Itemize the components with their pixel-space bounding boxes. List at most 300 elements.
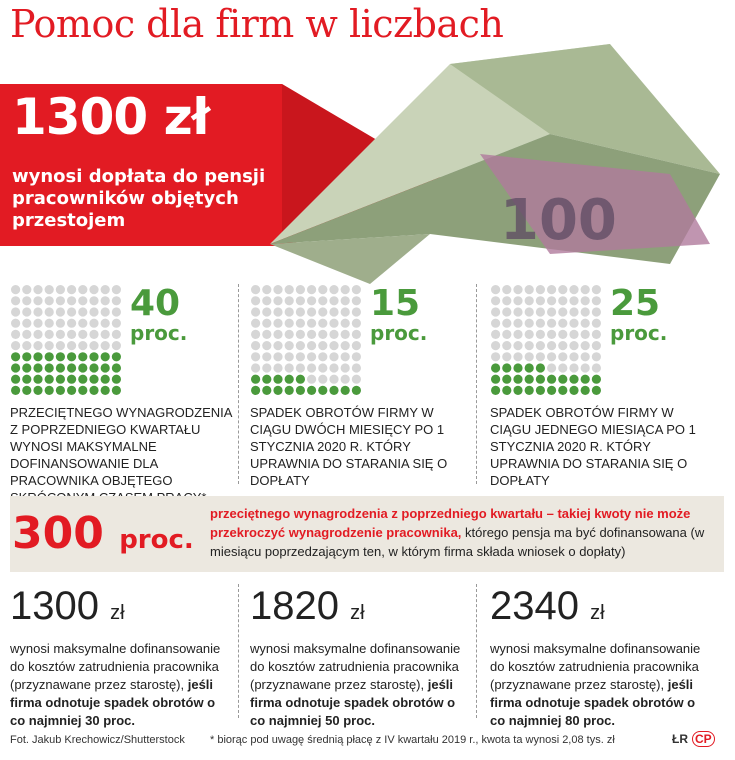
dot-filled (22, 386, 31, 395)
dot-empty (273, 307, 282, 316)
band-value (12, 508, 194, 559)
dot-filled (285, 375, 294, 384)
dot-empty (513, 341, 522, 350)
page-title: Pomoc dla firm w liczbach (10, 2, 504, 46)
dot-empty (89, 319, 98, 328)
dot-filled (547, 386, 556, 395)
amount-1 (10, 584, 125, 629)
dot-empty (525, 296, 534, 305)
dot-empty (273, 352, 282, 361)
dot-empty (78, 330, 87, 339)
dot-filled (112, 352, 121, 361)
dot-empty (352, 363, 361, 372)
dot-empty (112, 330, 121, 339)
dot-filled (491, 386, 500, 395)
dot-empty (513, 330, 522, 339)
stat-2-percent (370, 283, 428, 345)
dot-empty (581, 341, 590, 350)
dot-filled (592, 386, 601, 395)
dot-empty (101, 307, 110, 316)
dot-filled (89, 386, 98, 395)
dot-empty (592, 341, 601, 350)
dot-empty (491, 319, 500, 328)
dot-empty (11, 341, 20, 350)
dot-empty (67, 285, 76, 294)
dot-filled (45, 386, 54, 395)
dot-empty (558, 352, 567, 361)
dot-empty (547, 352, 556, 361)
dot-empty (262, 307, 271, 316)
dot-empty (329, 319, 338, 328)
dot-empty (307, 296, 316, 305)
banknote-plane-image (250, 44, 730, 294)
amount-3-text: wynosi maksymalne dofinansowanie do kosztów zatrudnienia pracownika (przyznawane przez starostę), (490, 641, 701, 692)
dot-empty (45, 307, 54, 316)
dot-empty (22, 307, 31, 316)
dot-empty (56, 330, 65, 339)
dot-empty (33, 285, 42, 294)
dot-empty (547, 285, 556, 294)
dot-empty (592, 330, 601, 339)
amount-2-unit: zł (350, 602, 365, 624)
dot-filled (296, 375, 305, 384)
dot-empty (56, 341, 65, 350)
amount-2-description (250, 640, 470, 730)
dot-empty (491, 341, 500, 350)
dot-filled (45, 375, 54, 384)
dot-filled (273, 386, 282, 395)
dot-empty (285, 296, 294, 305)
dot-empty (513, 285, 522, 294)
dot-empty (491, 296, 500, 305)
photo-credit: Fot. Jakub Krechowicz/Shutterstock (10, 734, 185, 746)
dot-empty (307, 341, 316, 350)
dot-empty (569, 285, 578, 294)
divider (238, 284, 239, 484)
dot-empty (78, 307, 87, 316)
dot-empty (547, 307, 556, 316)
dot-empty (569, 363, 578, 372)
dot-filled (569, 386, 578, 395)
dot-empty (22, 330, 31, 339)
dot-empty (67, 330, 76, 339)
dot-filled (262, 375, 271, 384)
dot-empty (273, 319, 282, 328)
dot-empty (56, 296, 65, 305)
dot-empty (547, 296, 556, 305)
dot-empty (569, 330, 578, 339)
dot-empty (56, 307, 65, 316)
dot-empty (262, 363, 271, 372)
amount-2 (250, 584, 365, 629)
dot-empty (581, 330, 590, 339)
dot-empty (525, 319, 534, 328)
dot-empty (112, 341, 121, 350)
dot-empty (101, 296, 110, 305)
dot-filled (67, 363, 76, 372)
dot-filled (502, 386, 511, 395)
dot-empty (251, 341, 260, 350)
dot-empty (33, 296, 42, 305)
dot-empty (592, 352, 601, 361)
hero-amount: 1300 zł (12, 88, 210, 146)
dot-filled (11, 352, 20, 361)
dot-empty (285, 330, 294, 339)
dot-empty (318, 341, 327, 350)
dot-grid-stat-3 (490, 284, 602, 396)
dot-empty (352, 352, 361, 361)
dot-empty (273, 341, 282, 350)
amount-3-description (490, 640, 710, 730)
dot-empty (273, 285, 282, 294)
dot-empty (569, 307, 578, 316)
amount-2-condition: jeśli firma odnotuje spadek obrotów o co najmniej 50 proc. (250, 677, 456, 728)
dot-empty (307, 375, 316, 384)
dot-filled (296, 386, 305, 395)
dot-empty (296, 319, 305, 328)
dot-empty (558, 296, 567, 305)
dot-empty (101, 341, 110, 350)
dot-filled (67, 386, 76, 395)
dot-empty (89, 330, 98, 339)
dot-filled (536, 363, 545, 372)
dot-empty (296, 296, 305, 305)
dot-empty (569, 319, 578, 328)
dot-empty (581, 352, 590, 361)
dot-filled (525, 386, 534, 395)
dot-empty (352, 341, 361, 350)
divider (476, 284, 477, 484)
dot-filled (56, 352, 65, 361)
dot-empty (558, 341, 567, 350)
dot-empty (502, 330, 511, 339)
divider (238, 584, 239, 718)
dot-empty (491, 307, 500, 316)
dot-filled (536, 375, 545, 384)
dot-empty (536, 330, 545, 339)
dot-empty (581, 296, 590, 305)
dot-empty (318, 285, 327, 294)
amount-2-value: 1820 (250, 584, 339, 628)
dot-empty (89, 341, 98, 350)
footnote: * biorąc pod uwagę średnią płacę z IV kwartału 2019 r., kwota ta wynosi 2,08 tys. zł (210, 734, 615, 746)
dot-empty (56, 285, 65, 294)
dot-grid-stat-2 (250, 284, 362, 396)
dot-empty (341, 375, 350, 384)
dot-empty (536, 285, 545, 294)
dot-grid-stat-1 (10, 284, 122, 396)
dot-filled (78, 386, 87, 395)
dot-empty (536, 307, 545, 316)
dot-empty (513, 352, 522, 361)
dot-empty (547, 363, 556, 372)
stat-2-description: SPADEK OBROTÓW FIRMY W CIĄGU DWÓCH MIESIĘCY PO 1 STYCZNIA 2020 R. KTÓRY UPRAWNIA DO STARANIA SIĘ O DOPŁATY (250, 405, 448, 488)
stat-2-value: 15 (370, 283, 421, 324)
dot-empty (22, 319, 31, 328)
dot-filled (513, 363, 522, 372)
dot-empty (341, 285, 350, 294)
logo-icon: CP (692, 731, 715, 747)
dot-empty (502, 296, 511, 305)
amount-1-unit: zł (110, 602, 125, 624)
dot-filled (33, 386, 42, 395)
dot-empty (67, 319, 76, 328)
dot-empty (525, 307, 534, 316)
dot-empty (251, 285, 260, 294)
dot-empty (569, 296, 578, 305)
dot-empty (78, 341, 87, 350)
dot-empty (273, 330, 282, 339)
dot-empty (112, 296, 121, 305)
dot-empty (11, 307, 20, 316)
dot-empty (329, 296, 338, 305)
dot-empty (491, 285, 500, 294)
dot-filled (318, 386, 327, 395)
dot-empty (547, 330, 556, 339)
dot-empty (558, 285, 567, 294)
dot-empty (101, 285, 110, 294)
dot-filled (112, 363, 121, 372)
dot-filled (56, 375, 65, 384)
stat-1-description: PRZECIĘTNEGO WYNAGRODZENIA Z POPRZEDNIEGO KWARTAŁU WYNOSI MAKSYMALNE DOFINANSOWANIE DLA PRACOWNIKA OBJĘTEGO (10, 405, 232, 488)
dot-filled (558, 375, 567, 384)
dot-empty (525, 352, 534, 361)
dot-empty (536, 352, 545, 361)
dot-empty (296, 285, 305, 294)
dot-empty (352, 330, 361, 339)
dot-filled (491, 375, 500, 384)
amount-1-condition: jeśli firma odnotuje spadek obrotów o co najmniej 30 proc. (10, 677, 216, 728)
dot-empty (112, 307, 121, 316)
dot-empty (33, 330, 42, 339)
hero-description: wynosi dopłata do pensji pracowników objętych przestojem (12, 166, 266, 231)
dot-empty (318, 375, 327, 384)
stat-3-percent (610, 283, 668, 345)
dot-empty (262, 352, 271, 361)
dot-empty (502, 319, 511, 328)
dot-empty (341, 363, 350, 372)
dot-empty (262, 296, 271, 305)
dot-empty (558, 307, 567, 316)
amount-3 (490, 584, 605, 629)
dot-empty (329, 307, 338, 316)
dot-empty (352, 319, 361, 328)
stat-3-unit: proc. (610, 321, 668, 345)
dot-empty (251, 330, 260, 339)
dot-filled (45, 363, 54, 372)
stat-1-percent (130, 283, 188, 345)
stat-3-value: 25 (610, 283, 661, 324)
dot-empty (22, 296, 31, 305)
publisher-logo (672, 732, 715, 746)
dot-filled (33, 363, 42, 372)
dot-empty (296, 363, 305, 372)
dot-filled (285, 386, 294, 395)
dot-empty (329, 285, 338, 294)
dot-empty (89, 296, 98, 305)
dot-empty (112, 285, 121, 294)
dot-empty (296, 330, 305, 339)
dot-filled (101, 386, 110, 395)
stat-1-value: 40 (130, 283, 181, 324)
amount-1-value: 1300 (10, 584, 99, 628)
dot-empty (341, 307, 350, 316)
dot-filled (547, 375, 556, 384)
dot-filled (273, 375, 282, 384)
dot-empty (341, 341, 350, 350)
dot-filled (592, 375, 601, 384)
dot-empty (67, 296, 76, 305)
dot-filled (11, 375, 20, 384)
dot-empty (285, 285, 294, 294)
dot-empty (341, 296, 350, 305)
amount-3-unit: zł (590, 602, 605, 624)
dot-filled (56, 386, 65, 395)
dot-filled (569, 375, 578, 384)
dot-filled (11, 386, 20, 395)
dot-filled (536, 386, 545, 395)
dot-empty (558, 319, 567, 328)
dot-empty (45, 296, 54, 305)
svg-text:100: 100 (500, 188, 617, 253)
dot-filled (329, 386, 338, 395)
dot-empty (33, 319, 42, 328)
dot-filled (89, 375, 98, 384)
dot-filled (101, 375, 110, 384)
dot-empty (285, 352, 294, 361)
dot-filled (491, 363, 500, 372)
band-description (210, 504, 720, 561)
dot-empty (329, 330, 338, 339)
dot-empty (251, 307, 260, 316)
dot-empty (56, 319, 65, 328)
dot-empty (307, 285, 316, 294)
dot-empty (45, 330, 54, 339)
dot-empty (558, 363, 567, 372)
dot-empty (329, 363, 338, 372)
dot-empty (78, 319, 87, 328)
dot-empty (262, 285, 271, 294)
dot-empty (513, 307, 522, 316)
dot-empty (502, 285, 511, 294)
dot-empty (547, 319, 556, 328)
dot-empty (569, 341, 578, 350)
dot-empty (33, 341, 42, 350)
dot-filled (352, 386, 361, 395)
dot-empty (536, 341, 545, 350)
stat-2-unit: proc. (370, 321, 428, 345)
amount-1-description (10, 640, 230, 730)
dot-filled (581, 386, 590, 395)
stat-3-description: SPADEK OBROTÓW FIRMY W CIĄGU JEDNEGO MIESIĄCA PO 1 STYCZNIA 2020 R. KTÓRY UPRAWNIA DO STARANIA SIĘ O DOPŁATY (490, 405, 696, 488)
dot-empty (491, 330, 500, 339)
dot-filled (502, 363, 511, 372)
dot-empty (11, 296, 20, 305)
dot-empty (307, 352, 316, 361)
dot-empty (329, 341, 338, 350)
dot-empty (536, 319, 545, 328)
dot-filled (22, 375, 31, 384)
dot-empty (318, 307, 327, 316)
dot-empty (491, 352, 500, 361)
dot-empty (251, 363, 260, 372)
dot-filled (56, 363, 65, 372)
dot-filled (78, 363, 87, 372)
dot-empty (67, 307, 76, 316)
dot-filled (341, 386, 350, 395)
dot-empty (341, 352, 350, 361)
dot-empty (285, 341, 294, 350)
dot-filled (89, 363, 98, 372)
dot-empty (296, 341, 305, 350)
dot-empty (296, 307, 305, 316)
dot-empty (581, 307, 590, 316)
dot-filled (45, 352, 54, 361)
dot-filled (78, 352, 87, 361)
dot-empty (251, 319, 260, 328)
dot-empty (285, 363, 294, 372)
dot-filled (89, 352, 98, 361)
dot-filled (67, 375, 76, 384)
dot-empty (285, 307, 294, 316)
dot-empty (101, 330, 110, 339)
dot-empty (11, 285, 20, 294)
dot-empty (513, 296, 522, 305)
dot-empty (45, 341, 54, 350)
dot-empty (273, 296, 282, 305)
amount-3-condition: jeśli firma odnotuje spadek obrotów o co najmniej 80 proc. (490, 677, 696, 728)
dot-empty (296, 352, 305, 361)
dot-empty (341, 319, 350, 328)
amount-1-text: wynosi maksymalne dofinansowanie do kosztów zatrudnienia pracownika (przyznawane przez starostę), (10, 641, 221, 692)
dot-filled (262, 386, 271, 395)
dot-empty (101, 319, 110, 328)
dot-empty (318, 363, 327, 372)
dot-filled (513, 375, 522, 384)
dot-empty (11, 319, 20, 328)
dot-empty (352, 296, 361, 305)
dot-filled (33, 375, 42, 384)
band-text-highlight: przeciętnego wynagrodzenia z poprzedniego kwartału – takiej kwoty nie może przekroczyć wynagrodzenie pracownika, (210, 506, 691, 540)
dot-empty (262, 341, 271, 350)
stat-1-unit: proc. (130, 321, 188, 345)
dot-empty (273, 363, 282, 372)
divider (476, 584, 477, 718)
dot-filled (251, 386, 260, 395)
dot-empty (581, 363, 590, 372)
dot-empty (112, 319, 121, 328)
dot-empty (285, 319, 294, 328)
dot-filled (11, 363, 20, 372)
dot-empty (581, 285, 590, 294)
dot-empty (352, 375, 361, 384)
dot-empty (569, 352, 578, 361)
dot-empty (251, 352, 260, 361)
dot-empty (318, 352, 327, 361)
dot-empty (262, 319, 271, 328)
dot-empty (592, 319, 601, 328)
dot-empty (89, 285, 98, 294)
dot-empty (318, 319, 327, 328)
dot-empty (513, 319, 522, 328)
dot-empty (307, 319, 316, 328)
dot-empty (547, 341, 556, 350)
dot-filled (513, 386, 522, 395)
dot-empty (581, 319, 590, 328)
dot-filled (112, 375, 121, 384)
dot-empty (262, 330, 271, 339)
dot-empty (592, 285, 601, 294)
